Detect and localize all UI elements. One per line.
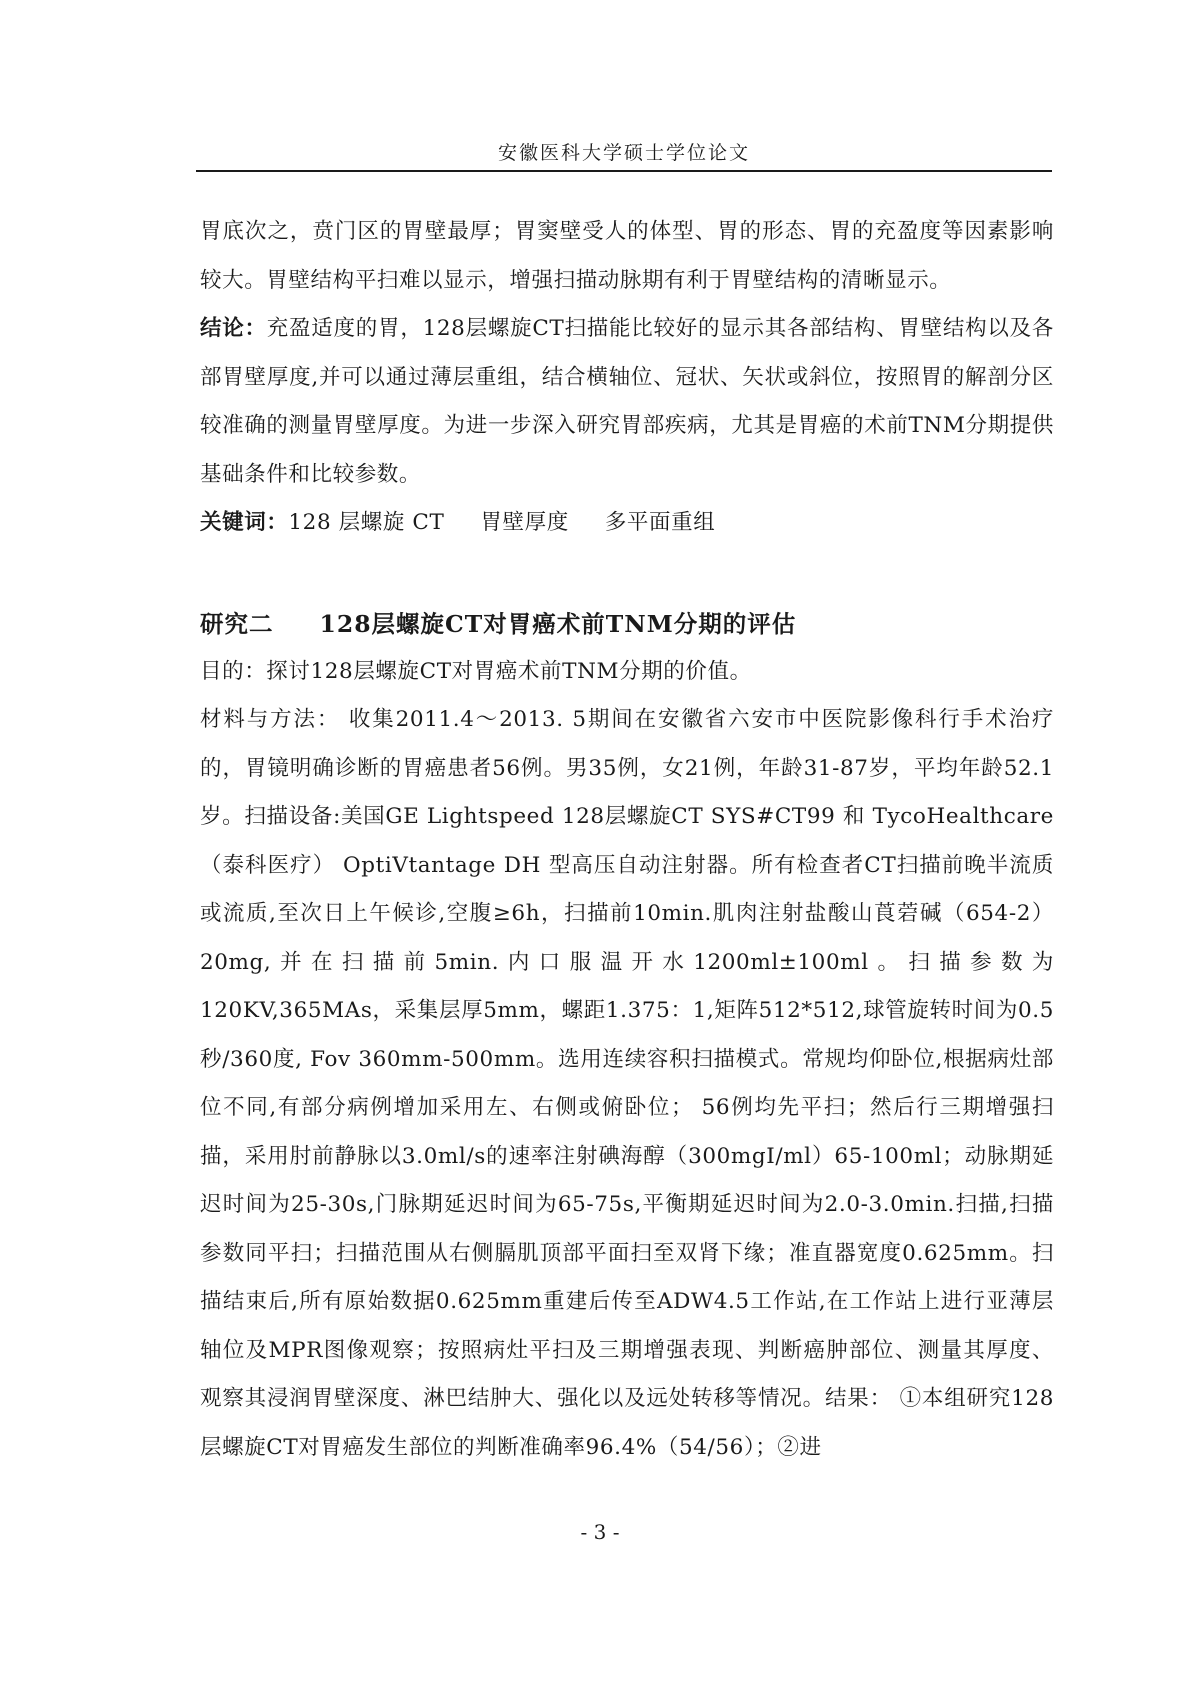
- study2-heading: [200, 600, 1054, 648]
- keywords-label: 关键词：: [200, 510, 289, 535]
- keywords-line: [200, 499, 1054, 548]
- study2-methods: 材料与方法： 收集2011.4～2013. 5期间在安徽省六安市中医院影像科行手术治疗的，胃镜明确诊断的胃癌患者56例。男35例，女21例，年龄31-87岁，平均年龄52.1岁。扫描设备:美国GE Lightspeed 128层螺旋CT SYS#CT99 和 TycoHealthcare（泰科医疗） OptiVtantage DH 型高压自动注射器。所有检查者CT扫描前晚半流质或流质,至次日上午候诊,空腹≥6h，扫描前10min.肌肉注射盐酸山莨菪碱（654-2）20mg,并在扫描前5min.内口服温开水1200ml±100ml。扫描参数为120KV,365MAs，采集层厚5mm，螺距1.375：1,矩阵512*512,球管旋转时间为0.5秒/360度, Fov 360mm-500mm。选用连续容积扫描模式。常规均仰卧位,根据病灶部位不同,有部分病例增加采用左、右侧或俯卧位； 56例均先平扫；然后行三期增强扫描，采用肘前静脉以3.0ml/s的速率注射碘海醇（300mgI/ml）65-100ml；动脉期延迟时间为25-30s,门脉期延迟时间为65-75s,平衡期延迟时间为2.0-3.0min.扫描,扫描参数同平扫；扫描范围从右侧膈肌顶部平面扫至双肾下缘；准直器宽度0.625mm。扫描结束后,所有原始数据0.625mm重建后传至ADW4.5工作站,在工作站上进行亚薄层轴位及MPR图像观察；按照病灶平扫及三期增强表现、判断癌肿部位、测量其厚度、 观察其浸润胃壁深度、淋巴结肿大、强化以及远处转移等情况。结果： ①本组研究128层螺旋CT对胃癌发生部位的判断准确率96.4%（54/56）；②进: [200, 707, 1054, 1460]
- keyword-3: 多平面重组: [604, 510, 716, 535]
- page-number: - 3 -: [580, 1520, 620, 1544]
- page-body: [200, 208, 1054, 1472]
- study2-title: 128层螺旋CT对胃癌术前TNM分期的评估: [319, 609, 797, 638]
- study1-results-tail: 胃底次之，贲门区的胃壁最厚；胃窦壁受人的体型、胃的形态、胃的充盈度等因素影响较大。胃壁结构平扫难以显示，增强扫描动脉期有利于胃壁结构的清晰显示。: [200, 219, 1054, 293]
- study2-objective: 目的：探讨128层螺旋CT对胃癌术前TNM分期的价值。: [200, 658, 752, 684]
- header-rule: [196, 170, 1052, 172]
- running-header: 安徽医科大学硕士学位论文: [497, 142, 750, 164]
- keyword-2: 胃壁厚度: [480, 510, 569, 535]
- conclusion-label: 结论：: [200, 316, 267, 341]
- keyword-1: 128 层螺旋 CT: [288, 510, 445, 535]
- conclusion-text: 充盈适度的胃，128层螺旋CT扫描能比较好的显示其各部结构、胃壁结构以及各部胃壁厚度,并可以通过薄层重组，结合横轴位、冠状、矢状或斜位，按照胃的解剖分区较准确的测量胃壁厚度。为进一步深入研究胃部疾病，尤其是胃癌的术前TNM分期提供基础条件和比较参数。: [200, 316, 1054, 487]
- conclusion-paragraph: [200, 305, 1054, 499]
- study2-number: 研究二: [200, 609, 274, 638]
